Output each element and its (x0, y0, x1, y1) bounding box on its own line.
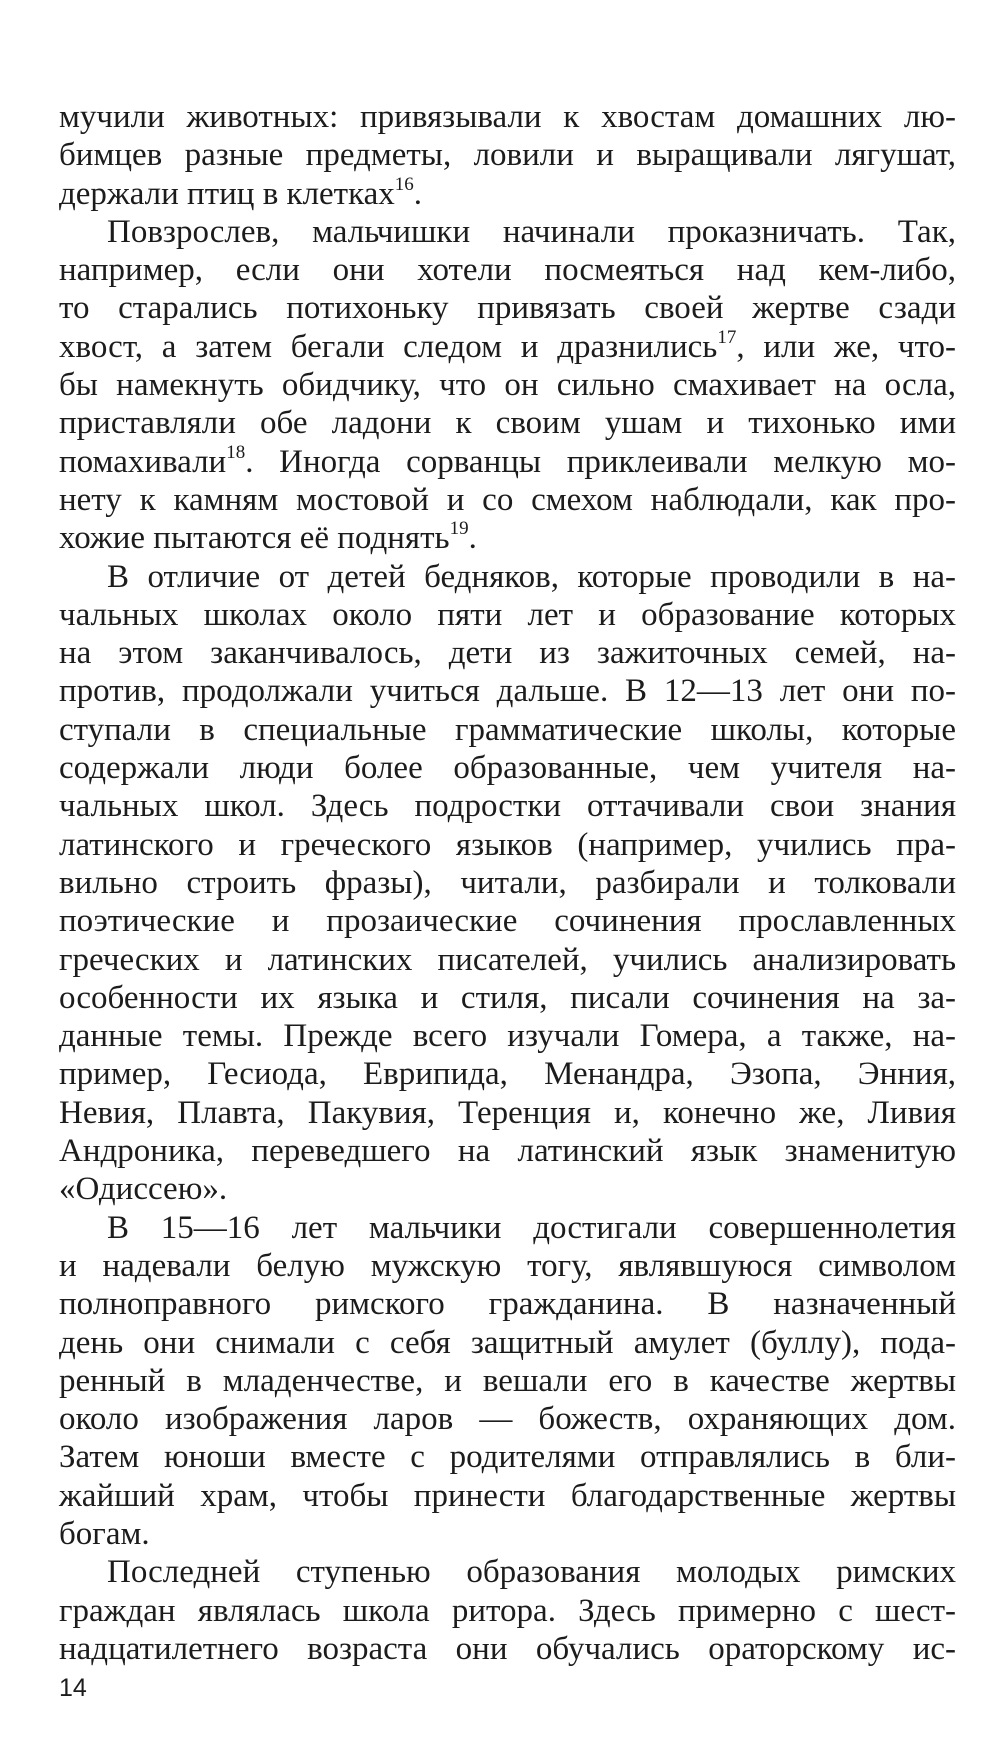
text-line (59, 558, 956, 596)
line-text: приставляли обе ладони к своим ушам и тихонько ими (59, 405, 956, 442)
text-line (59, 289, 956, 327)
line-text: чальных школах около пяти лет и образование которых (59, 596, 956, 633)
line-text-after-footnote: . (413, 175, 423, 212)
text-line (59, 1055, 956, 1093)
text-line (59, 1170, 956, 1208)
line-text: особенности их языка и стиля, писали сочинения на за- (59, 979, 956, 1016)
text-line (59, 634, 956, 672)
line-text: полноправного римского гражданина. В назначенный (59, 1286, 956, 1323)
text-line (59, 136, 956, 174)
text-line (59, 596, 956, 634)
line-text: на этом заканчивалось, дети из зажиточных семей, на- (59, 635, 956, 672)
line-text: держали птиц в клетках (59, 175, 395, 212)
text-line (59, 1477, 956, 1515)
text-line (59, 213, 956, 251)
page-body-text (59, 98, 956, 1668)
footnote-marker: 16 (394, 173, 414, 195)
line-text: Невия, Плавта, Пакувия, Теренция и, конечно же, Ливия (59, 1094, 956, 1131)
line-text: богам. (59, 1515, 150, 1552)
line-text: латинского и греческого языков (например, учились пра- (59, 826, 956, 863)
footnote-marker: 19 (449, 518, 469, 540)
text-line (59, 672, 956, 710)
line-text: В отличие от детей бедняков, которые проводили в на- (107, 558, 956, 595)
line-text: поэтические и прозаические сочинения прославленных (59, 903, 956, 940)
line-text: Последней ступенью образования молодых римских (107, 1554, 956, 1591)
text-line (59, 1362, 956, 1400)
text-line (59, 1438, 956, 1476)
line-text: то старались потихоньку привязать своей жертве сзади (59, 290, 956, 327)
text-line (59, 941, 956, 979)
text-line (59, 787, 956, 825)
text-line (59, 1247, 956, 1285)
line-text: ренный в младенчестве, и вешали его в качестве жертвы (59, 1362, 956, 1399)
text-line (59, 1209, 956, 1247)
text-line (59, 98, 956, 136)
text-line (59, 826, 956, 864)
line-text: В 15—16 лет мальчики достигали совершеннолетия (107, 1209, 956, 1246)
line-text: данные темы. Прежде всего изучали Гомера, а также, на- (59, 1018, 956, 1055)
text-line (59, 404, 956, 442)
text-line (59, 1017, 956, 1055)
line-text-after-footnote: . (468, 520, 477, 557)
text-line (59, 1630, 956, 1668)
page-number: 14 (59, 1674, 87, 1702)
text-line (59, 711, 956, 749)
text-line (59, 1132, 956, 1170)
text-line (59, 1094, 956, 1132)
line-text: мучили животных: привязывали к хвостам домашних лю- (59, 99, 956, 135)
footnote-marker: 18 (226, 441, 246, 463)
text-line (59, 175, 956, 213)
text-line (59, 328, 956, 366)
text-line (59, 481, 956, 519)
text-line (59, 1553, 956, 1591)
line-text: около изображения ларов — божеств, охраняющих дом. (59, 1401, 956, 1438)
text-line (59, 366, 956, 404)
text-line (59, 251, 956, 289)
line-text: жайший храм, чтобы принести благодарственные жертвы (59, 1477, 956, 1514)
text-line (59, 443, 956, 481)
text-line (59, 864, 956, 902)
text-line (59, 902, 956, 940)
line-text: содержали люди более образованные, чем учителя на- (59, 750, 956, 787)
line-text: Затем юноши вместе с родителями отправлялись в бли- (59, 1439, 956, 1476)
text-line (59, 519, 956, 557)
line-text-after-footnote: . Иногда сорванцы приклеивали мелкую мо- (245, 443, 956, 480)
line-text: чальных школ. Здесь подростки оттачивали свои знания (59, 788, 956, 825)
footnote-marker: 17 (717, 326, 737, 348)
line-text: хожие пытаются её поднять (59, 520, 450, 557)
line-text: бы намекнуть обидчику, что он сильно смахивает на осла, (59, 367, 956, 404)
line-text: вильно строить фразы), читали, разбирали и толковали (59, 864, 956, 901)
line-text: например, если они хотели посмеяться над кем-либо, (59, 252, 956, 289)
text-line (59, 979, 956, 1017)
line-text: против, продолжали учиться дальше. В 12—13 лет они по- (59, 673, 956, 710)
text-line (59, 1515, 956, 1553)
text-line (59, 749, 956, 787)
text-line (59, 1400, 956, 1438)
line-text: пример, Гесиода, Еврипида, Менандра, Эзопа, Энния, (59, 1056, 956, 1093)
line-text: бимцев разные предметы, ловили и выращивали лягушат, (59, 137, 956, 174)
text-line (59, 1285, 956, 1323)
line-text: Андроника, переведшего на латинский язык знаменитую (59, 1133, 956, 1170)
line-text-after-footnote: , или же, что- (736, 328, 956, 365)
line-text: «Одиссею». (59, 1171, 228, 1208)
text-line (59, 1592, 956, 1630)
line-text: греческих и латинских писателей, учились анализировать (59, 941, 956, 978)
line-text: день они снимали с себя защитный амулет (буллу), пода- (59, 1324, 956, 1361)
line-text: граждан являлась школа ритора. Здесь примерно с шест- (59, 1592, 956, 1629)
line-text: помахивали (59, 443, 227, 480)
text-line (59, 1324, 956, 1362)
line-text: ступали в специальные грамматические школы, которые (59, 711, 956, 748)
line-text: нету к камням мостовой и со смехом наблюдали, как про- (59, 481, 956, 518)
line-text: надцатилетнего возраста они обучались ораторскому ис- (59, 1630, 956, 1667)
line-text: и надевали белую мужскую тогу, являвшуюся символом (59, 1247, 956, 1284)
line-text: хвост, а затем бегали следом и дразнились (59, 328, 718, 365)
line-text: Повзрослев, мальчишки начинали проказничать. Так, (107, 213, 956, 250)
